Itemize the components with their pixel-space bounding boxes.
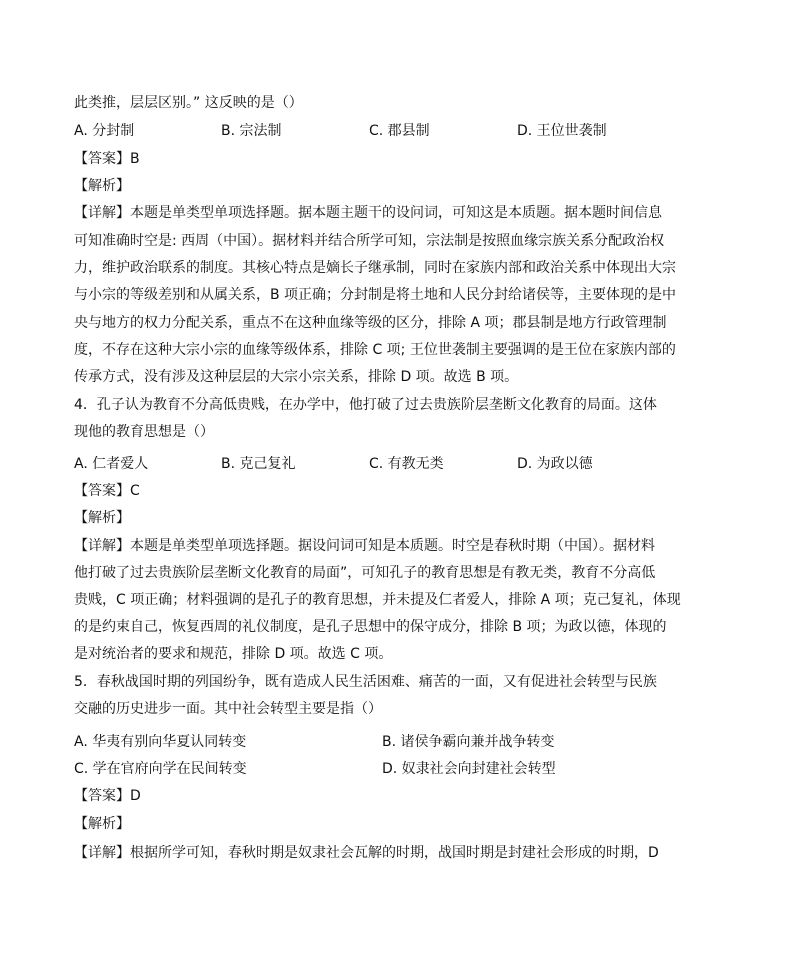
q3-stem-tail: 此类推，层层区别。” 这反映的是（） (74, 95, 303, 111)
q3-option-d: D. 王位世袭制 (517, 123, 607, 139)
q5-option-d: D. 奴隶社会向封建社会转型 (382, 761, 556, 777)
q5-stem-line: 5．春秋战国时期的列国纷争，既有造成人民生活困难、痛苦的一面，又有促进社会转型与民族 (74, 674, 657, 690)
q3-detail-line: 度，不存在这种大宗小宗的血缘等级体系，排除 C 项; 王位世袭制主要强调的是王位在家族内部的 (74, 342, 676, 358)
q4-option-b: B. 克己复礼 (221, 456, 296, 472)
q3-detail-line: 央与地方的权力分配关系，重点不在这种血缘等级的区分，排除 A 项；郡县制是地方行政管理制 (74, 315, 667, 331)
q4-detail-line: 他打破了过去贵族阶层垄断文化教育的局面”，可知孔子的教育思想是有教无类，教育不分高低 (74, 565, 656, 581)
q5-option-c: C. 学在官府向学在民间转变 (74, 761, 247, 777)
q5-options-row-2 (74, 756, 734, 783)
q5-options-row-1 (74, 729, 734, 756)
q4-detail-line: 贵贱，C 项正确；材料强调的是孔子的教育思想，并未提及仁者爱人，排除 A 项；克己复礼，体现 (74, 592, 681, 608)
q5-option-b: B. 诸侯争霸向兼并战争转变 (382, 734, 555, 750)
q3-options (74, 118, 734, 145)
q4-option-a: A. 仁者爱人 (74, 456, 149, 472)
q3-analysis-label: 【解析】 (74, 178, 130, 194)
q5-analysis-label: 【解析】 (74, 816, 130, 832)
q4-detail-line: 的是约束自己，恢复西周的礼仪制度，是孔子思想中的保守成分，排除 B 项；为政以德，体现的 (74, 619, 667, 635)
q4-option-c: C. 有教无类 (369, 456, 444, 472)
q3-option-b: B. 宗法制 (221, 123, 282, 139)
q3-detail-line: 传承方式，没有涉及这种层层的大宗小宗关系，排除 D 项。故选 B 项。 (74, 369, 519, 385)
q3-answer: 【答案】B (74, 151, 140, 167)
q4-option-d: D. 为政以德 (517, 456, 593, 472)
q5-option-a: A. 华夷有别向华夏认同转变 (74, 734, 247, 750)
q3-option-c: C. 郡县制 (369, 123, 430, 139)
q4-options (74, 451, 734, 478)
q4-stem-line: 现他的教育思想是（） (74, 424, 214, 440)
q4-analysis-label: 【解析】 (74, 510, 130, 526)
q3-detail-line: 力，维护政治联系的制度。其核心特点是嫡长子继承制，同时在家族内部和政治关系中体现出大宗 (74, 260, 676, 276)
q3-detail-line: 与小宗的等级差别和从属关系，B 项正确；分封制是将土地和人民分封给诸侯等，主要体现的是中 (74, 287, 677, 303)
q4-answer: 【答案】C (74, 483, 140, 499)
q3-detail-line: 可知准确时空是: 西周（中国）。据材料并结合所学可知，宗法制是按照血缘宗族关系分配政治权 (74, 233, 665, 249)
q5-answer: 【答案】D (74, 788, 141, 804)
q3-option-a: A. 分封制 (74, 123, 135, 139)
q5-stem-line: 交融的历史进步一面。其中社会转型主要是指（） (74, 701, 382, 717)
q3-detail-line: 【详解】本题是单类型单项选择题。据本题主题干的设问词，可知这是本质题。据本题时间信息 (74, 205, 662, 221)
q4-detail-line: 是对统治者的要求和规范，排除 D 项。故选 C 项。 (74, 646, 393, 662)
q5-detail-line: 【详解】根据所学可知，春秋时期是奴隶社会瓦解的时期，战国时期是封建社会形成的时期，D (74, 845, 659, 861)
q4-detail-line: 【详解】本题是单类型单项选择题。据设问词可知是本质题。时空是春秋时期（中国）。据材料 (74, 538, 655, 554)
q4-stem-line: 4．孔子认为教育不分高低贵贱，在办学中，他打破了过去贵族阶层垄断文化教育的局面。这体 (74, 397, 657, 413)
